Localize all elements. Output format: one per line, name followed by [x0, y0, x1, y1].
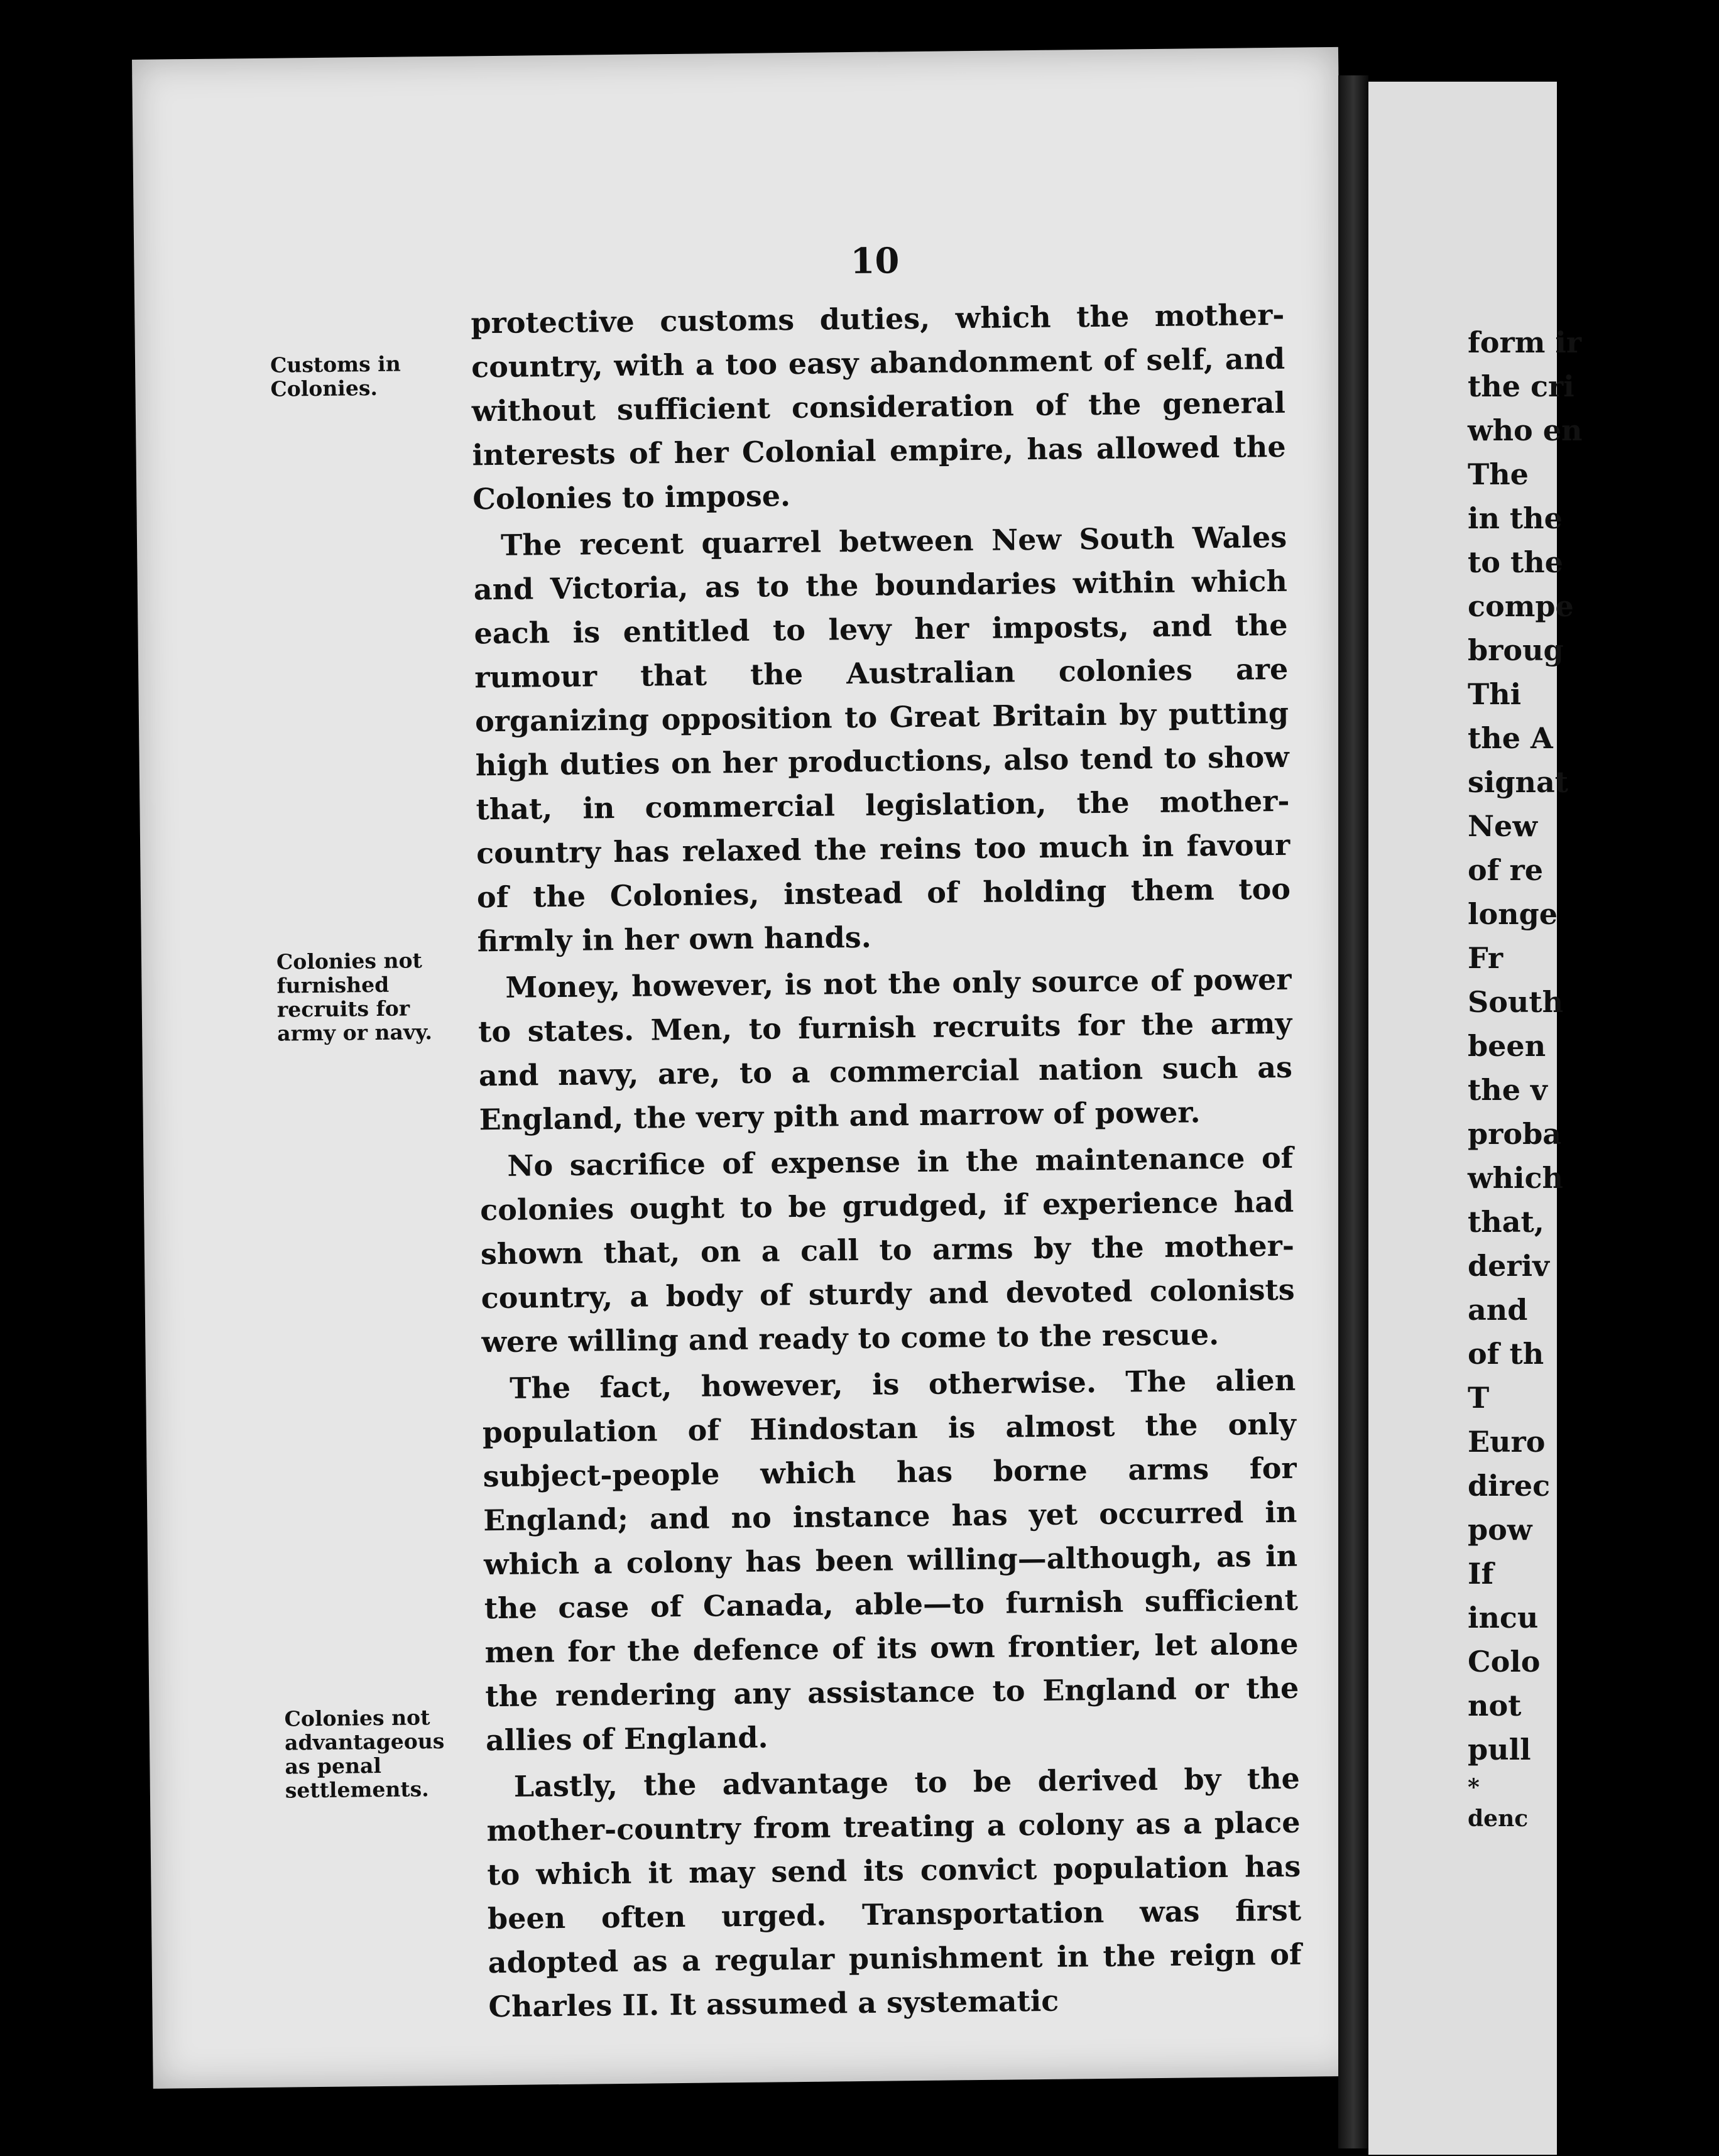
- facing-line: broug: [1468, 633, 1564, 667]
- facing-line: not: [1468, 1689, 1522, 1723]
- facing-line: Colo: [1468, 1645, 1541, 1679]
- facing-line: that,: [1468, 1205, 1544, 1239]
- paragraph: protective customs duties, which the mother-country, with a too easy abandonment of self, and without sufficient consideration of the general interests of her Colonial empire, has allowed the Colonies to impose.: [471, 297, 1286, 516]
- facing-line: Thi: [1468, 677, 1522, 711]
- facing-page-text: [1468, 82, 1719, 1834]
- facing-line: of th: [1468, 1337, 1544, 1371]
- paragraph: No sacrifice of expense in the maintenance of colonies ought to be grudged, if experience had shown that, on a call to arms by the mother-country, a body of sturdy and devoted colonists were willing and ready to come to the rescue.: [479, 1140, 1295, 1359]
- body-text: [471, 293, 1302, 2031]
- paragraph: The fact, however, is otherwise. The alien population of Hindostan is almost the only subject-people which has borne arms for England; and no instance has yet occurred in which a colony has been willing—although, as in the case of Canada, able—to furnish sufficient men for the defence of its own frontier, let alone the rendering any assistance to England or the allies of England.: [482, 1363, 1299, 1758]
- facing-line: Fr: [1468, 941, 1503, 975]
- facing-line: Euro: [1468, 1425, 1546, 1459]
- facing-line: longe: [1468, 897, 1558, 931]
- facing-line: If: [1468, 1557, 1494, 1591]
- facing-line: the A: [1468, 721, 1553, 755]
- side-note-customs: Customs in Colonies.: [270, 351, 401, 401]
- facing-line: pull: [1468, 1733, 1531, 1767]
- facing-line: who en: [1468, 413, 1583, 447]
- paragraph: Lastly, the advantage to be derived by the mother-country from treating a colony as a place to which it may send its convict population has been often urged. Transportation was first adopted as a regular punishment in the reign of Charles II. It assumed a systematic: [486, 1761, 1302, 2024]
- side-note-penal: Colonies not advantageous as penal settlements.: [284, 1705, 445, 1803]
- facing-line: in the: [1468, 501, 1563, 535]
- paragraph: Money, however, is not the only source of power to states. Men, to furnish recruits for the army and navy, are, to a commercial nation such as England, the very pith and marrow of power.: [478, 962, 1293, 1137]
- facing-line: signat: [1468, 765, 1569, 799]
- facing-line: compe: [1468, 589, 1574, 623]
- side-note-recruits: Colonies not furnished recruits for army or navy.: [276, 948, 433, 1046]
- paragraph: The recent quarrel between New South Wales and Victoria, as to the boundaries within which each is entitled to levy her imposts, and the rumour that the Australian colonies are organizing opposition to Great Britain by putting high duties on her productions, also tend to show that, in commercial legislation, the mother-country has relaxed the reins too much in favour of the Colonies, instead of holding them too firmly in her own hands.: [473, 520, 1291, 959]
- facing-line: form ir: [1468, 325, 1582, 359]
- facing-line: of re: [1468, 853, 1543, 887]
- facing-line: New: [1468, 809, 1537, 843]
- facing-line: South: [1468, 985, 1564, 1019]
- facing-line: deriv: [1468, 1249, 1549, 1283]
- book-page: [132, 47, 1360, 2089]
- facing-line: the v: [1468, 1073, 1547, 1107]
- book-gutter: [1338, 75, 1368, 2148]
- facing-line: incu: [1468, 1601, 1539, 1635]
- facing-footnote-line: denc: [1468, 1805, 1529, 1832]
- facing-line: been: [1468, 1029, 1546, 1063]
- facing-page: [1368, 82, 1583, 2155]
- facing-line: and: [1468, 1293, 1528, 1327]
- facing-line: to the: [1468, 545, 1563, 579]
- facing-line: The: [1468, 457, 1529, 491]
- facing-footnote-marker: *: [1468, 1774, 1480, 1800]
- facing-line: T: [1468, 1381, 1490, 1415]
- facing-line: pow: [1468, 1513, 1532, 1547]
- facing-line: proba: [1468, 1117, 1562, 1151]
- facing-line: the cri: [1468, 369, 1574, 403]
- page-number: 10: [850, 240, 900, 283]
- facing-line: direc: [1468, 1469, 1551, 1503]
- facing-line: which: [1468, 1161, 1563, 1195]
